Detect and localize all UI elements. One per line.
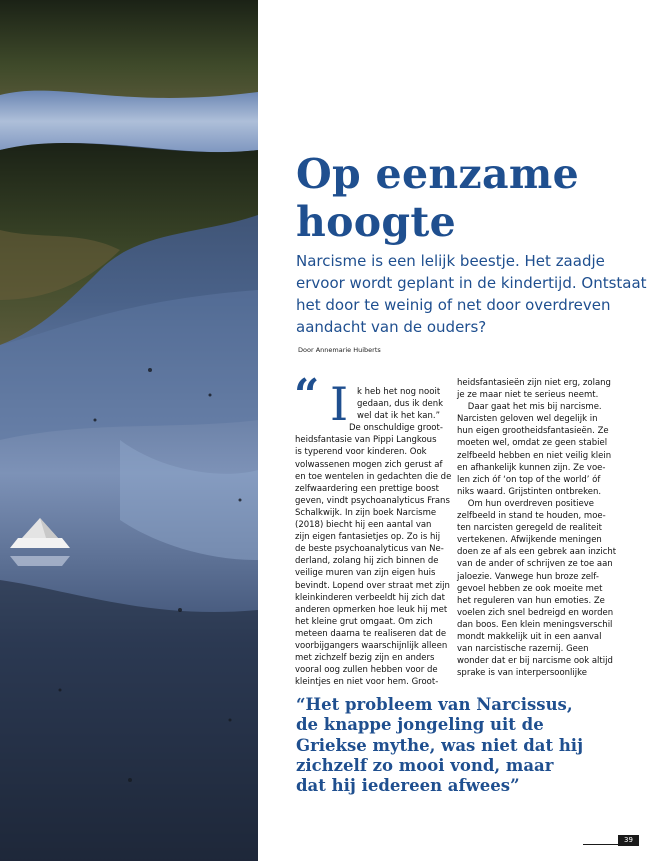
pull-quote-line: “Het probleem van Narcissus,: [296, 695, 573, 714]
lead-line: ervoor wordt geplant in de kindertijd. Ontstaat: [296, 274, 647, 292]
body-column-2: [457, 377, 617, 679]
title-line: Op eenzame: [296, 150, 579, 198]
body-line: kleinkinderen verbeeldt hij zich dat: [295, 592, 445, 603]
body-line: anderen opmerken hoe leuk hij met: [295, 604, 448, 615]
body-column-1: [295, 386, 452, 688]
body-line: gevoel hebben ze ook moeite met: [457, 583, 603, 594]
body-line: meteen daarna te realiseren dat de: [295, 628, 447, 639]
body-line: zelfbeeld hebben en niet veilig klein: [457, 450, 612, 461]
article-title: [296, 150, 636, 246]
body-line: sprake is van interpersoonlijke: [457, 668, 587, 679]
body-line: geven, vindt psychoanalyticus Frans: [295, 495, 450, 506]
body-line: dan boos. Een klein meningsverschil: [457, 619, 613, 630]
body-line: hun eigen grootheidsfantasieën. Ze: [457, 426, 609, 437]
pull-quote: [296, 695, 626, 796]
body-line: kleintjes en niet voor hem. Groot-: [295, 677, 439, 688]
body-line: de beste psychoanalyticus van Ne-: [295, 544, 444, 555]
body-line: Daar gaat het mis bij narcisme.: [457, 402, 602, 413]
water-landscape-illustration: [0, 0, 258, 861]
lead-line: Narcisme is een lelijk beestje. Het zaadje: [296, 252, 605, 270]
body-line: zijn eigen fantasietjes op. Zo is hij: [295, 532, 441, 543]
body-line: van narcistische razernij. Geen: [457, 644, 589, 655]
body-line: je ze maar niet te serieus neemt.: [457, 390, 599, 401]
pull-quote-line: zichzelf zo mooi vond, maar: [296, 755, 554, 775]
page-number-rule: [583, 844, 618, 845]
body-line: Om hun overdreven positieve: [457, 498, 595, 509]
body-line: het kleine grut omgaat. Om zich: [295, 616, 433, 627]
body-line: wonder dat er bij narcisme ook altijd: [457, 656, 613, 667]
body-line: De onschuldige groot-: [349, 423, 443, 434]
body-line: derland, zolang hij zich binnen de: [295, 556, 439, 567]
body-line: van de ander of schrijven ze toe aan: [457, 559, 613, 570]
page-number: 39: [618, 835, 639, 846]
body-line: en toe wentelen in gedachten die de: [295, 471, 452, 482]
body-line: het reguleren van hun emoties. Ze: [457, 595, 605, 606]
body-line: heidsfantasie van Pippi Langkous: [295, 435, 437, 446]
body-line: niks waard. Grijstinten ontbreken.: [457, 486, 602, 497]
lead-line: het door te weinig of net door overdreven: [296, 296, 611, 314]
body-line: bevindt. Lopend over straat met zijn: [295, 580, 450, 591]
body-line: moeten wel, omdat ze geen stabiel: [457, 438, 608, 449]
body-line: Narcisten geloven wel degelijk in: [457, 414, 598, 425]
drop-cap: I: [330, 377, 349, 431]
pull-quote-line: de knappe jongeling uit de: [296, 715, 544, 735]
cover-photo-paper-boat-on-water: [0, 0, 258, 861]
body-line: doen ze af als een gebrek aan inzicht: [457, 547, 617, 558]
body-line: mondt makkelijk uit in een aanval: [457, 631, 602, 642]
body-line: len zich óf ‘on top of the world’ óf: [457, 474, 601, 485]
pull-quote-line: dat hij iedereen afwees”: [296, 776, 520, 796]
body-line: veilige muren van zijn eigen huis: [295, 568, 436, 579]
title-line: hoogte: [296, 198, 456, 246]
body-line: met zichzelf bezig zijn en anders: [295, 653, 435, 664]
body-line: wel dat ik het kan.”: [357, 411, 440, 422]
body-line: (2018) biecht hij een aantal van: [295, 520, 432, 531]
body-line: Schalkwijk. In zijn boek Narcisme: [295, 507, 437, 518]
body-line: volwassenen mogen zich gerust af: [295, 459, 443, 470]
article-lead: [296, 250, 647, 338]
body-line: vooral oog zullen hebben voor de: [295, 665, 438, 676]
body-line: jaloezie. Vanwege hun broze zelf-: [457, 571, 599, 582]
body-line: heidsfantasieën zijn niet erg, zolang: [457, 378, 611, 388]
body-line: vertekenen. Afwijkende meningen: [457, 535, 602, 546]
body-line: is typerend voor kinderen. Ook: [295, 447, 427, 458]
body-line: ten narcisten geregeld de realiteit: [457, 523, 602, 534]
body-line: k heb het nog nooit: [357, 387, 441, 397]
body-line: voorbijgangers waarschijnlijk alleen: [295, 640, 448, 651]
body-line: en afhankelijk kunnen zijn. Ze voe-: [457, 462, 606, 473]
pull-quote-line: Griekse mythe, was niet dat hij: [296, 735, 584, 755]
opening-quote-mark: “: [294, 370, 320, 421]
lead-line: aandacht van de ouders?: [296, 318, 487, 336]
author-byline: Door Annemarie Huiberts: [298, 346, 381, 354]
body-line: zelfwaardering een prettige boost: [295, 483, 439, 494]
body-line: voelen zich snel bedreigd en worden: [457, 607, 614, 618]
body-line: zelfbeeld in stand te houden, moe-: [457, 511, 606, 522]
body-line: gedaan, dus ik denk: [357, 399, 444, 410]
